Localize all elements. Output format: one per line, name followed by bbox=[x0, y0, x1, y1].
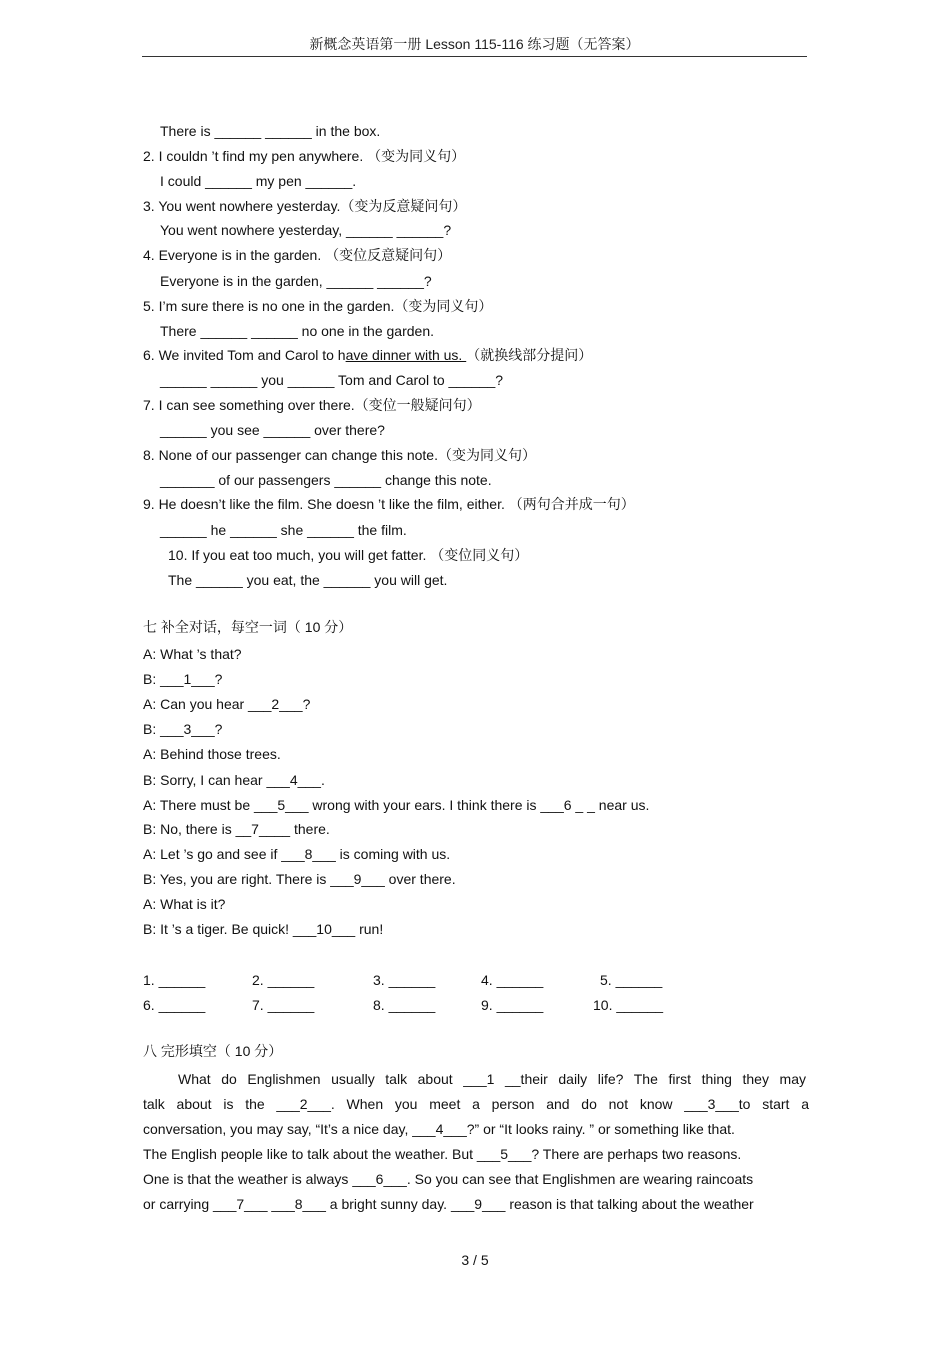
dialogue-line-11: B: It ’s a tiger. Be quick! ___10___ run! bbox=[143, 921, 384, 937]
answer-blank-10: 10. ______ bbox=[593, 997, 664, 1013]
cloze-line-0: What do Englishmen usually talk about ___1 __their daily life? The first thing they may bbox=[178, 1071, 806, 1087]
answer-blank-5: 5. ______ bbox=[600, 972, 663, 988]
answer-row-1 bbox=[0, 971, 950, 991]
s6-line-10: ______ ______ you ______ Tom and Carol to ______? bbox=[160, 372, 504, 388]
answer-blank-3: 3. ______ bbox=[373, 972, 436, 988]
s6-line-3: 3. You went nowhere yesterday.（变为反意疑问句） bbox=[143, 198, 467, 214]
s6-line-6: Everyone is in the garden, ______ ______? bbox=[160, 273, 432, 289]
answer-blank-4: 4. ______ bbox=[481, 972, 544, 988]
s6-line-0: There is ______ ______ in the box. bbox=[160, 123, 381, 139]
dialogue-line-1: B: ___1___? bbox=[143, 671, 223, 687]
s6-line-7: 5. I’m sure there is no one in the garden.（变为同义句） bbox=[143, 298, 493, 314]
s6-line-5: 4. Everyone is in the garden. （变位反意疑问句） bbox=[143, 247, 452, 263]
s6-line-15: 9. He doesn’t like the film. She doesn ’t like the film, either. （两句合并成一句） bbox=[143, 496, 635, 512]
s6-line-9-underlined: ave dinner with us. bbox=[345, 347, 467, 363]
dialogue-line-4: A: Behind those trees. bbox=[143, 746, 281, 762]
dialogue-line-10: A: What is it? bbox=[143, 896, 226, 912]
dialogue-line-3: B: ___3___? bbox=[143, 721, 223, 737]
s6-line-12: ______ you see ______ over there? bbox=[160, 422, 385, 438]
cloze-line-3: The English people like to talk about the weather. But ___5___? There are perhaps two reasons. bbox=[143, 1146, 742, 1162]
header-divider bbox=[142, 56, 807, 57]
dialogue-line-6: A: There must be ___5___ wrong with your ears. I think there is ___6 _ _ near us. bbox=[143, 797, 650, 813]
answer-blank-1: 1. ______ bbox=[143, 972, 206, 988]
answer-row-2 bbox=[0, 996, 950, 1016]
cloze-line-4: One is that the weather is always ___6___. So you can see that Englishmen are wearing raincoats bbox=[143, 1171, 754, 1187]
page-number: 3 / 5 bbox=[461, 1252, 489, 1268]
dialogue-line-9: B: Yes, you are right. There is ___9___ over there. bbox=[143, 871, 456, 887]
answer-blank-9: 9. ______ bbox=[481, 997, 544, 1013]
s6-line-9-a: 6. We invited Tom and Carol to h bbox=[143, 347, 346, 363]
dialogue-line-7: B: No, there is __7____ there. bbox=[143, 821, 330, 837]
s6-line-1: 2. I couldn ’t find my pen anywhere. （变为同义句） bbox=[143, 148, 466, 164]
page-header: 新概念英语第一册 Lesson 115-116 练习题（无答案） bbox=[309, 36, 640, 52]
dialogue-line-0: A: What ’s that? bbox=[143, 646, 242, 662]
cloze-line-2: conversation, you may say, “It’s a nice day, ___4___?” or “It looks rainy. ” or something like that. bbox=[143, 1121, 735, 1137]
dialogue-line-8: A: Let ’s go and see if ___8___ is coming with us. bbox=[143, 846, 451, 862]
s6-line-17: 10. If you eat too much, you will get fatter. （变位同义句） bbox=[168, 547, 529, 563]
cloze-line-1: talk about is the ___2___. When you meet a person and do not know ___3___to start a bbox=[143, 1096, 809, 1112]
s6-line-18: The ______ you eat, the ______ you will get. bbox=[168, 572, 448, 588]
s6-line-16: ______ he ______ she ______ the film. bbox=[160, 522, 407, 538]
s6-line-14: _______ of our passengers ______ change this note. bbox=[160, 472, 492, 488]
dialogue-line-5: B: Sorry, I can hear ___4___. bbox=[143, 772, 325, 788]
cloze-line-5: or carrying ___7___ ___8___ a bright sunny day. ___9___ reason is that talking about the weather bbox=[143, 1196, 754, 1212]
s6-line-9 bbox=[143, 346, 592, 364]
s6-line-11: 7. I can see something over there.（变位一般疑问句） bbox=[143, 397, 481, 413]
s6-line-9-b: （就换线部分提问） bbox=[466, 347, 593, 363]
answer-blank-2: 2. ______ bbox=[252, 972, 315, 988]
s6-line-8: There ______ ______ no one in the garden. bbox=[160, 323, 435, 339]
s6-line-2: I could ______ my pen ______. bbox=[160, 173, 357, 189]
dialogue-line-2: A: Can you hear ___2___? bbox=[143, 696, 311, 712]
s6-line-13: 8. None of our passenger can change this note.（变为同义句） bbox=[143, 447, 536, 463]
answer-blank-8: 8. ______ bbox=[373, 997, 436, 1013]
s6-line-4: You went nowhere yesterday, ______ ______? bbox=[160, 222, 452, 238]
section7-heading: 七 补全对话，每空一词（ 10 分） bbox=[143, 619, 353, 635]
answer-blank-6: 6. ______ bbox=[143, 997, 206, 1013]
section8-heading: 八 完形填空（ 10 分） bbox=[143, 1043, 283, 1059]
answer-blank-7: 7. ______ bbox=[252, 997, 315, 1013]
